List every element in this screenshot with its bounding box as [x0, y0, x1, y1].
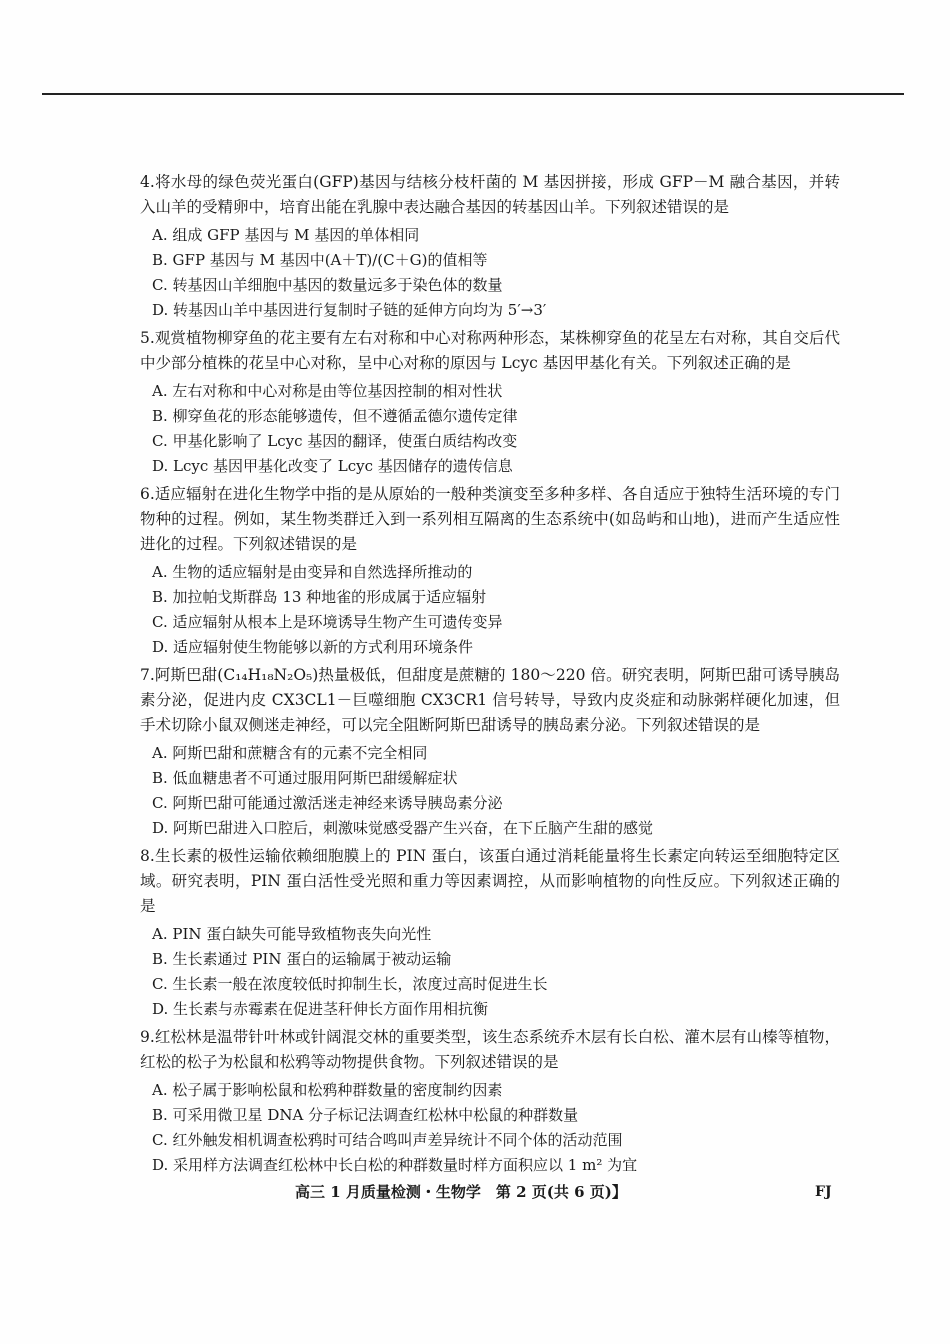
question-7	[140, 663, 840, 841]
option-c: C. 甲基化影响了 Lcyc 基因的翻译，使蛋白质结构改变	[152, 432, 518, 450]
footer-region-code: FJ	[815, 1184, 832, 1200]
question-list	[140, 170, 840, 1181]
question-stem: 4.将水母的绿色荧光蛋白(GFP)基因与结核分枝杆菌的 M 基因拼接，形成 GFP－M 融合基因，并转入山羊的受精卵中，培育出能在乳腺中表达融合基因的转基因山羊。下列叙述错误的是	[140, 173, 840, 216]
option-list	[152, 1078, 840, 1178]
option-d: D. 适应辐射使生物能够以新的方式利用环境条件	[152, 638, 474, 656]
option-d: D. 生长素与赤霉素在促进茎秆伸长方面作用相抗衡	[152, 1000, 489, 1018]
question-8	[140, 844, 840, 1022]
option-d: D. 转基因山羊中基因进行复制时子链的延伸方向均为 5′→3′	[152, 301, 547, 319]
footer-page-info: 高三 1 月质量检测・生物学 第 2 页(共 6 页)】	[295, 1183, 627, 1201]
question-5	[140, 326, 840, 479]
option-c: C. 适应辐射从根本上是环境诱导生物产生可遗传变异	[152, 613, 503, 631]
option-list	[152, 223, 840, 323]
option-c: C. 红外触发相机调查松鸦时可结合鸣叫声差异统计不同个体的活动范围	[152, 1131, 623, 1149]
question-6	[140, 482, 840, 660]
option-d: D. 阿斯巴甜进入口腔后，刺激味觉感受器产生兴奋，在下丘脑产生甜的感觉	[152, 819, 654, 837]
question-stem: 5.观赏植物柳穿鱼的花主要有左右对称和中心对称两种形态，某株柳穿鱼的花呈左右对称，其自交后代中少部分植株的花呈中心对称，呈中心对称的原因与 Lcyc 基因甲基化有关。下列叙述正确的是	[140, 329, 840, 372]
option-c: C. 转基因山羊细胞中基因的数量远多于染色体的数量	[152, 276, 503, 294]
question-4	[140, 170, 840, 323]
question-stem: 8.生长素的极性运输依赖细胞膜上的 PIN 蛋白，该蛋白通过消耗能量将生长素定向转运至细胞特定区域。研究表明，PIN 蛋白活性受光照和重力等因素调控，从而影响植物的向性反应。下列叙述正确的是	[140, 847, 840, 915]
option-list	[152, 560, 840, 660]
option-b: B. GFP 基因与 M 基因中(A＋T)/(C＋G)的值相等	[152, 251, 488, 269]
option-list	[152, 379, 840, 479]
option-a: A. 左右对称和中心对称是由等位基因控制的相对性状	[152, 382, 503, 400]
option-b: B. 加拉帕戈斯群岛 13 种地雀的形成属于适应辐射	[152, 588, 487, 606]
option-list	[152, 922, 840, 1022]
option-b: B. 生长素通过 PIN 蛋白的运输属于被动运输	[152, 950, 452, 968]
option-list	[152, 741, 840, 841]
option-a: A. PIN 蛋白缺失可能导致植物丧失向光性	[152, 925, 432, 943]
header-rule	[42, 93, 904, 95]
option-a: A. 松子属于影响松鼠和松鸦种群数量的密度制约因素	[152, 1081, 503, 1099]
option-a: A. 组成 GFP 基因与 M 基因的单体相同	[152, 226, 420, 244]
option-a: A. 阿斯巴甜和蔗糖含有的元素不完全相同	[152, 744, 428, 762]
question-stem: 9.红松林是温带针叶林或针阔混交林的重要类型，该生态系统乔木层有长白松、灌木层有山榛等植物，红松的松子为松鼠和松鸦等动物提供食物。下列叙述错误的是	[140, 1028, 840, 1071]
question-stem: 7.阿斯巴甜(C₁₄H₁₈N₂O₅)热量极低，但甜度是蔗糖的 180～220 倍。研究表明，阿斯巴甜可诱导胰岛素分泌，促进内皮 CX3CL1－巨噬细胞 CX3CR1 信号转导，导致内皮炎症和动脉粥样硬化加速，但手术切除小鼠双侧迷走神经，可以完全阻断阿斯巴甜诱导的胰岛素分泌。下列叙述错误的是	[140, 666, 840, 734]
option-c: C. 阿斯巴甜可能通过激活迷走神经来诱导胰岛素分泌	[152, 794, 503, 812]
option-c: C. 生长素一般在浓度较低时抑制生长，浓度过高时促进生长	[152, 975, 548, 993]
option-b: B. 低血糖患者不可通过服用阿斯巴甜缓解症状	[152, 769, 458, 787]
option-a: A. 生物的适应辐射是由变异和自然选择所推动的	[152, 563, 473, 581]
option-b: B. 可采用微卫星 DNA 分子标记法调查红松林中松鼠的种群数量	[152, 1106, 579, 1124]
question-stem: 6.适应辐射在进化生物学中指的是从原始的一般种类演变至多种多样、各自适应于独特生活环境的专门物种的过程。例如，某生物类群迁入到一系列相互隔离的生态系统中(如岛屿和山地)，进而产生适应性进化的过程。下列叙述错误的是	[140, 485, 840, 553]
question-9	[140, 1025, 840, 1178]
page-footer	[0, 1180, 950, 1204]
option-b: B. 柳穿鱼花的形态能够遗传，但不遵循孟德尔遗传定律	[152, 407, 518, 425]
option-d: D. Lcyc 基因甲基化改变了 Lcyc 基因储存的遗传信息	[152, 457, 513, 475]
option-d: D. 采用样方法调查红松林中长白松的种群数量时样方面积应以 1 m² 为宜	[152, 1156, 638, 1174]
